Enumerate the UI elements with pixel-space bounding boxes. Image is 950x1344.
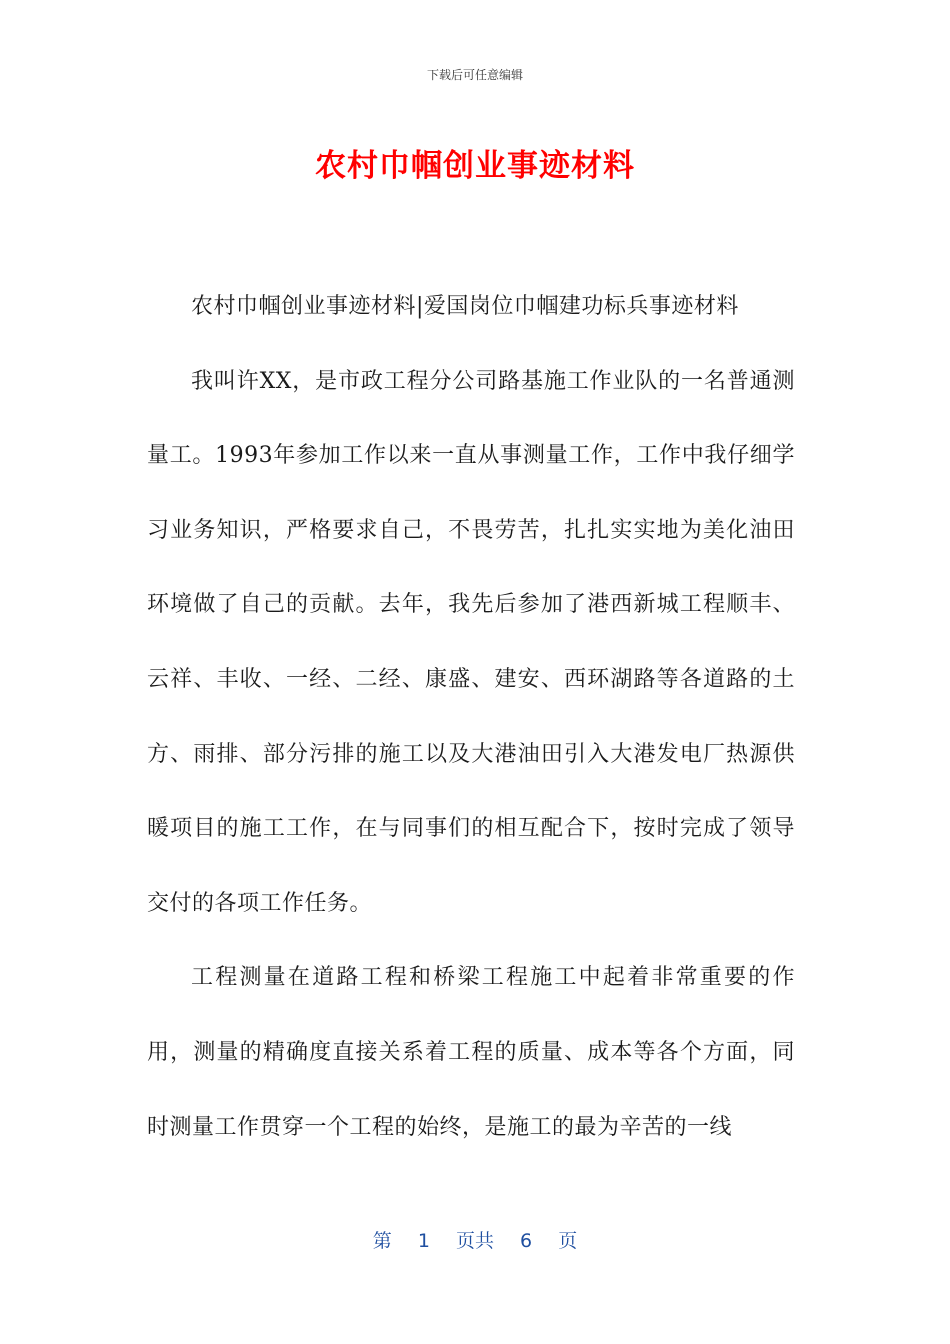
footer-total-pages: 6 — [520, 1230, 533, 1252]
paragraph-intro: 我叫许XX，是市政工程分公司路基施工作业队的一名普通测量工。1993年参加工作以来一直从事测量工作，工作中我仔细学习业务知识，严格要求自己，不畏劳苦，扎扎实实地为美化油田环境做了自己的贡献。去年，我先后参加了港西新城工程顺丰、云祥、丰收、一经、二经、康盛、建安、西环湖路等各道路的土方、雨排、部分污排的施工以及大港油田引入大港发电厂热源供暖项目的施工工作，在与同事们的相互配合下，按时完成了领导交付的各项工作任务。 — [147, 368, 795, 916]
paragraph-subtitle: 农村巾帼创业事迹材料|爱国岗位巾帼建功标兵事迹材料 — [191, 294, 739, 319]
footer-prefix: 第 — [372, 1230, 392, 1252]
document-body — [147, 270, 795, 1165]
page-footer — [0, 1226, 950, 1253]
header-note: 下载后可任意编辑 — [426, 68, 523, 82]
document-title: 农村巾帼创业事迹材料 — [315, 148, 635, 184]
footer-current-page: 1 — [417, 1230, 430, 1252]
paragraph-surveying: 工程测量在道路工程和桥梁工程施工中起着非常重要的作用，测量的精确度直接关系着工程的质量、成本等各个方面，同时测量工作贯穿一个工程的始终，是施工的最为辛苦的一线 — [147, 965, 795, 1140]
footer-middle: 页共 — [455, 1230, 494, 1252]
footer-suffix: 页 — [558, 1230, 578, 1252]
